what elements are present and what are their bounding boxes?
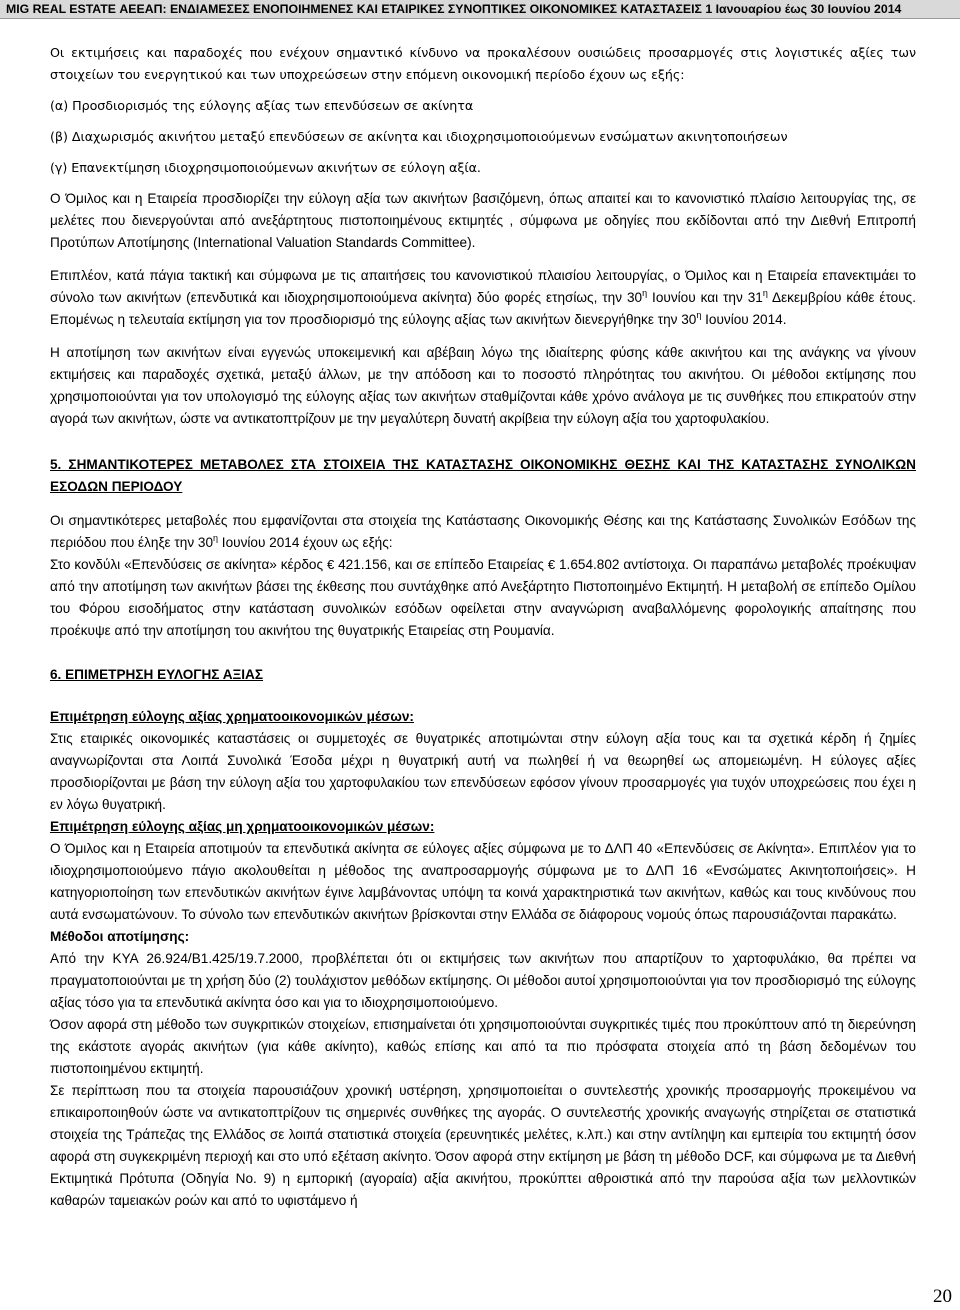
revaluation-text-3: Δεκεμβρίου κάθε έτους. Επομένως η τελευταία εκτίμηση για τον προσδιορισμό της εύλογης αξίας των ακινήτων διενεργήθηκε την 30 <box>50 290 916 327</box>
list-item-c: (γ) Επανεκτίμηση ιδιοχρησιμοποιούμενων ακινήτων σε εύλογη αξία. <box>50 160 481 175</box>
ordinal-suffix: η <box>642 288 648 298</box>
section-5-intro-text-2: Ιουνίου 2014 έχουν ως εξής: <box>218 535 393 550</box>
valuation-subjectivity-paragraph: Η αποτίμηση των ακινήτων είναι εγγενώς υποκειμενική και αβέβαιη λόγω της ιδιαίτερης φύσης κάθε ακινήτου και της ανάγκης να γίνουν εκτιμήσεις και παραδοχές σχετικά, μεταξύ άλλων, με την απόδοση και το ποσοστό πληρότητας του ακινήτου. Οι μέθοδοι εκτίμησης που χρησιμοποιούνται για τον υπολογισμό της εύλογης αξίας των ακινήτων σταθμίζονται κάθε χρόνο ανάλογα με τις συνθήκες που επικρατούν στην αγορά των ακινήτων, ώστε να αντικατοπτρίζουν με την μεγαλύτερη δυνατή ακρίβεια την εύλογη αξία του χαρτοφυλακίου. <box>50 345 916 426</box>
fair-value-paragraph: Ο Όμιλος και η Εταιρεία προσδιορίζει την εύλογη αξία των ακινήτων βασιζόμενη, όπως απαιτεί και το κανονιστικό πλαίσιο λειτουργίας της, σε μελέτες που διενεργούνται από ανεξάρτητους πιστοποιημένους εκτιμητές , σύμφωνα με οδηγίες που εκδίδονται από την Διεθνή Επιτροπή Προτύπων Αποτίμησης (International Valuation Standards Committee). <box>50 191 916 250</box>
section-6-heading: 6. ΕΠΙΜΕΤΡΗΣΗ ΕΥΛΟΓΗΣ ΑΞΙΑΣ <box>50 667 264 682</box>
document-header: MIG REAL ESTATE ΑΕΕΑΠ: ΕΝΔΙΑΜΕΣΕΣ ΕΝΟΠΟΙΗΜΕΝΕΣ ΚΑΙ ΕΤΑΙΡΙΚΕΣ ΣΥΝΟΠΤΙΚΕΣ ΟΙΚΟΝΟΜΙΚΕΣ ΚΑΤΑΣΤΑΣΕΙΣ 1 Ιανουαρίου έως 30 Ιουνίου 2014 <box>0 0 960 19</box>
section-5-heading: 5. ΣΗΜΑΝΤΙΚΟΤΕΡΕΣ ΜΕΤΑΒΟΛΕΣ ΣΤΑ ΣΤΟΙΧΕΙΑ ΤΗΣ ΚΑΤΑΣΤΑΣΗΣ ΟΙΚΟΝΟΜΙΚΗΣ ΘΕΣΗΣ ΚΑΙ ΤΗΣ ΚΑΤΑΣΤΑΣΗΣ ΣΥΝΟΛΙΚΩΝ ΕΣΟΔΩΝ ΠΕΡΙΟΔΟΥ <box>50 457 916 494</box>
revaluation-text-4: Ιουνίου 2014. <box>701 312 787 327</box>
section-5-body-text-2: , και σε επίπεδο Εταιρείας <box>387 557 544 572</box>
list-item-a: (α) Προσδιορισμός της εύλογης αξίας των επενδύσεων σε ακίνητα <box>50 98 474 113</box>
valuation-methods-paragraph-3: Σε περίπτωση που τα στοιχεία παρουσιάζουν χρονική υστέρηση, χρησιμοποιείται ο συντελεστής χρονικής προσαρμογής προκειμένου να επικαιροποιηθούν ώστε να αντικατοπτρίζουν τις σημερινές συνθήκες της αγοράς. Ο συντελεστής χρονικής αναγωγής στηρίζεται σε στατιστικά στοιχεία της Τράπεζας της Ελλάδος σε λοιπά στατιστικά στοιχεία (ερευνητικές μελέτες, κ.λπ.) και στην αντίληψη και εμπειρία του εκτιμητή όσον αφορά στη συγκεκριμένη περιοχή και στο υπό εξέταση ακίνητο. Όσον αφορά στην εκτίμηση με βάση τη μέθοδο DCF, και σύμφωνα με τα Διεθνή Εκτιμητικά Πρότυπα (Οδηγία Νο. 9) η εμπορική (αγοραία) αξία ακινήτου, προκύπτει αθροιστικά από την παρούσα αξία των μελλοντικών καθαρών ταμειακών ροών και από το υφιστάμενο ή <box>50 1083 916 1208</box>
financial-instruments-paragraph: Στις εταιρικές οικονομικές καταστάσεις οι συμμετοχές σε θυγατρικές αποτιμώνται στην εύλογη αξία τους και τα σχετικά κέρδη ή ζημίες αναγνωρίζονται στα Λοιπά Συνολικά Έσοδα μέχρι η θυγατρική αυτή να πωληθεί ή να θεωρηθεί ως απομειωμένη. Η εύλογες αξίες προσδιορίζονται με βάση την εύλογη αξία του χαρτοφυλακίου των επενδύσεων εφόσον γίνουν προσαρμογές για τυχόν υποχρεώσεις που έχει η εν λόγω θυγατρική. <box>50 731 916 812</box>
page-number: 20 <box>933 1286 952 1307</box>
section-5-body-text-3: αντίστοιχα. Οι παραπάνω μεταβολές προέκυψαν από την αποτίμηση των ακινήτων βάσει της έκθεσης που συντάχθηκε από Ανεξάρτητο Πιστοποιημένο Εκτιμητή. Η μεταβολή σε επίπεδο Ομίλου του Φόρου εισοδήματος στην κατάσταση συνολικών εσόδων οφείλεται στην αναγνώριση αναβαλλόμενης φορολογικής απαίτησης που προέκυψε από την αποτίμηση του ακινήτου της θυγατρικής Εταιρείας στη Ρουμανία. <box>50 557 917 638</box>
revaluation-text-2: Ιουνίου και την 31 <box>647 290 763 305</box>
valuation-methods-subheading: Μέθοδοι αποτίμησης: <box>50 929 190 944</box>
company-gain-amount: 1.654.802 <box>558 557 620 572</box>
section-5-body <box>50 554 916 642</box>
ordinal-suffix: η <box>762 288 768 298</box>
intro-paragraph: Οι εκτιμήσεις και παραδοχές που ενέχουν σημαντικό κίνδυνο να προκαλέσουν ουσιώδεις προσαρμογές στις λογιστικές αξίες των στοιχείων του ενεργητικού και των υποχρεώσεων στην επόμενη οικονομική περίοδο έχουν ως εξής: <box>50 45 916 82</box>
list-item-b: (β) Διαχωρισμός ακινήτου μεταξύ επενδύσεων σε ακίνητα και ιδιοχρησιμοποιούμενων ενσώματων ακινητοποιήσεων <box>50 129 788 144</box>
valuation-methods-paragraph-1: Από την ΚΥΑ 26.924/Β1.425/19.7.2000, προβλέπεται ότι οι εκτιμήσεις των ακινήτων που απαρτίζουν το χαρτοφυλάκιο, θα πρέπει να πραγματοποιούνται με τη χρήση δύο (2) τουλάχιστον μεθόδων εκτίμησης. Οι μέθοδοι αυτοί χρησιμοποιούνται για τον προσδιορισμό της εύλογης αξίας τόσο για τα επενδυτικά ακίνητα όσο και για το ιδιοχρησιμοποιούμενο. <box>50 951 916 1010</box>
euro-sign: € <box>326 557 335 572</box>
revaluation-paragraph <box>50 265 916 331</box>
non-financial-instruments-paragraph: Ο Όμιλος και η Εταιρεία αποτιμούν τα επενδυτικά ακίνητα σε εύλογες αξίες σύμφωνα με το ΔΛΠ 40 «Επενδύσεις σε Ακίνητα». Επιπλέον για το ιδιοχρησιμοποιούμενο πάγιο ακολουθείται η μέθοδος της αναπροσαρμογής σύμφωνα με το ΔΛΠ 16 «Ενσώματες Ακινητοποιήσεις». Η κατηγοριοποίηση των επενδυτικών ακινήτων έγινε λαμβάνοντας υπόψη τα κοινά χαρακτηριστικά των ακινήτων, καθώς και τους κινδύνους που αυτά ενσωματώνουν. Το σύνολο των επενδυτικών ακινήτων βρίσκονται στην Ελλάδα σε διάφορους νομούς όπως παρουσιάζονται παρακάτω. <box>50 841 916 922</box>
estimates-intro <box>50 42 916 179</box>
group-gain-amount: 421.156 <box>338 557 388 572</box>
non-financial-instruments-subheading: Επιμέτρηση εύλογης αξίας μη χρηματοοικονομικών μέσων: <box>50 819 435 834</box>
valuation-methods-paragraph-2: Όσον αφορά στη μέθοδο των συγκριτικών στοιχείων, επισημαίνεται ότι χρησιμοποιούνται συγκριτικές τιμές που προκύπτουν από τη διερεύνηση της εκάστοτε αγοράς ακινήτων (για κάθε ακίνητο), καθώς επίσης και από τα πιο πρόσφατα στοιχεία από τη βάση δεδομένων του πιστοποιημένου εκτιμητή. <box>50 1017 916 1076</box>
ordinal-suffix: η <box>696 310 702 320</box>
section-5-body-text-1: Στο κονδύλι «Επενδύσεις σε ακίνητα» κέρδος <box>50 557 324 572</box>
section-5-intro <box>50 510 916 554</box>
section-5-intro-text-1: Οι σημαντικότερες μεταβολές που εμφανίζονται στα στοιχεία της Κατάστασης Οικονομικής Θέσης και της Κατάστασης Συνολικών Εσόδων της περιόδου που έληξε την 30 <box>50 513 916 550</box>
financial-instruments-subheading: Επιμέτρηση εύλογης αξίας χρηματοοικονομικών μέσων: <box>50 709 414 724</box>
page-content <box>50 42 916 1212</box>
euro-sign: € <box>547 557 556 572</box>
ordinal-suffix: η <box>213 533 219 543</box>
revaluation-text-1: Επιπλέον, κατά πάγια τακτική και σύμφωνα με τις απαιτήσεις του κανονιστικού πλαισίου λειτουργίας, ο Όμιλος και η Εταιρεία επανεκτιμάει το σύνολο των ακινήτων (επενδυτικά και ιδιοχρησιμοποιούμενα ακίνητα) δύο φορές ετησίως, την 30 <box>50 268 916 305</box>
